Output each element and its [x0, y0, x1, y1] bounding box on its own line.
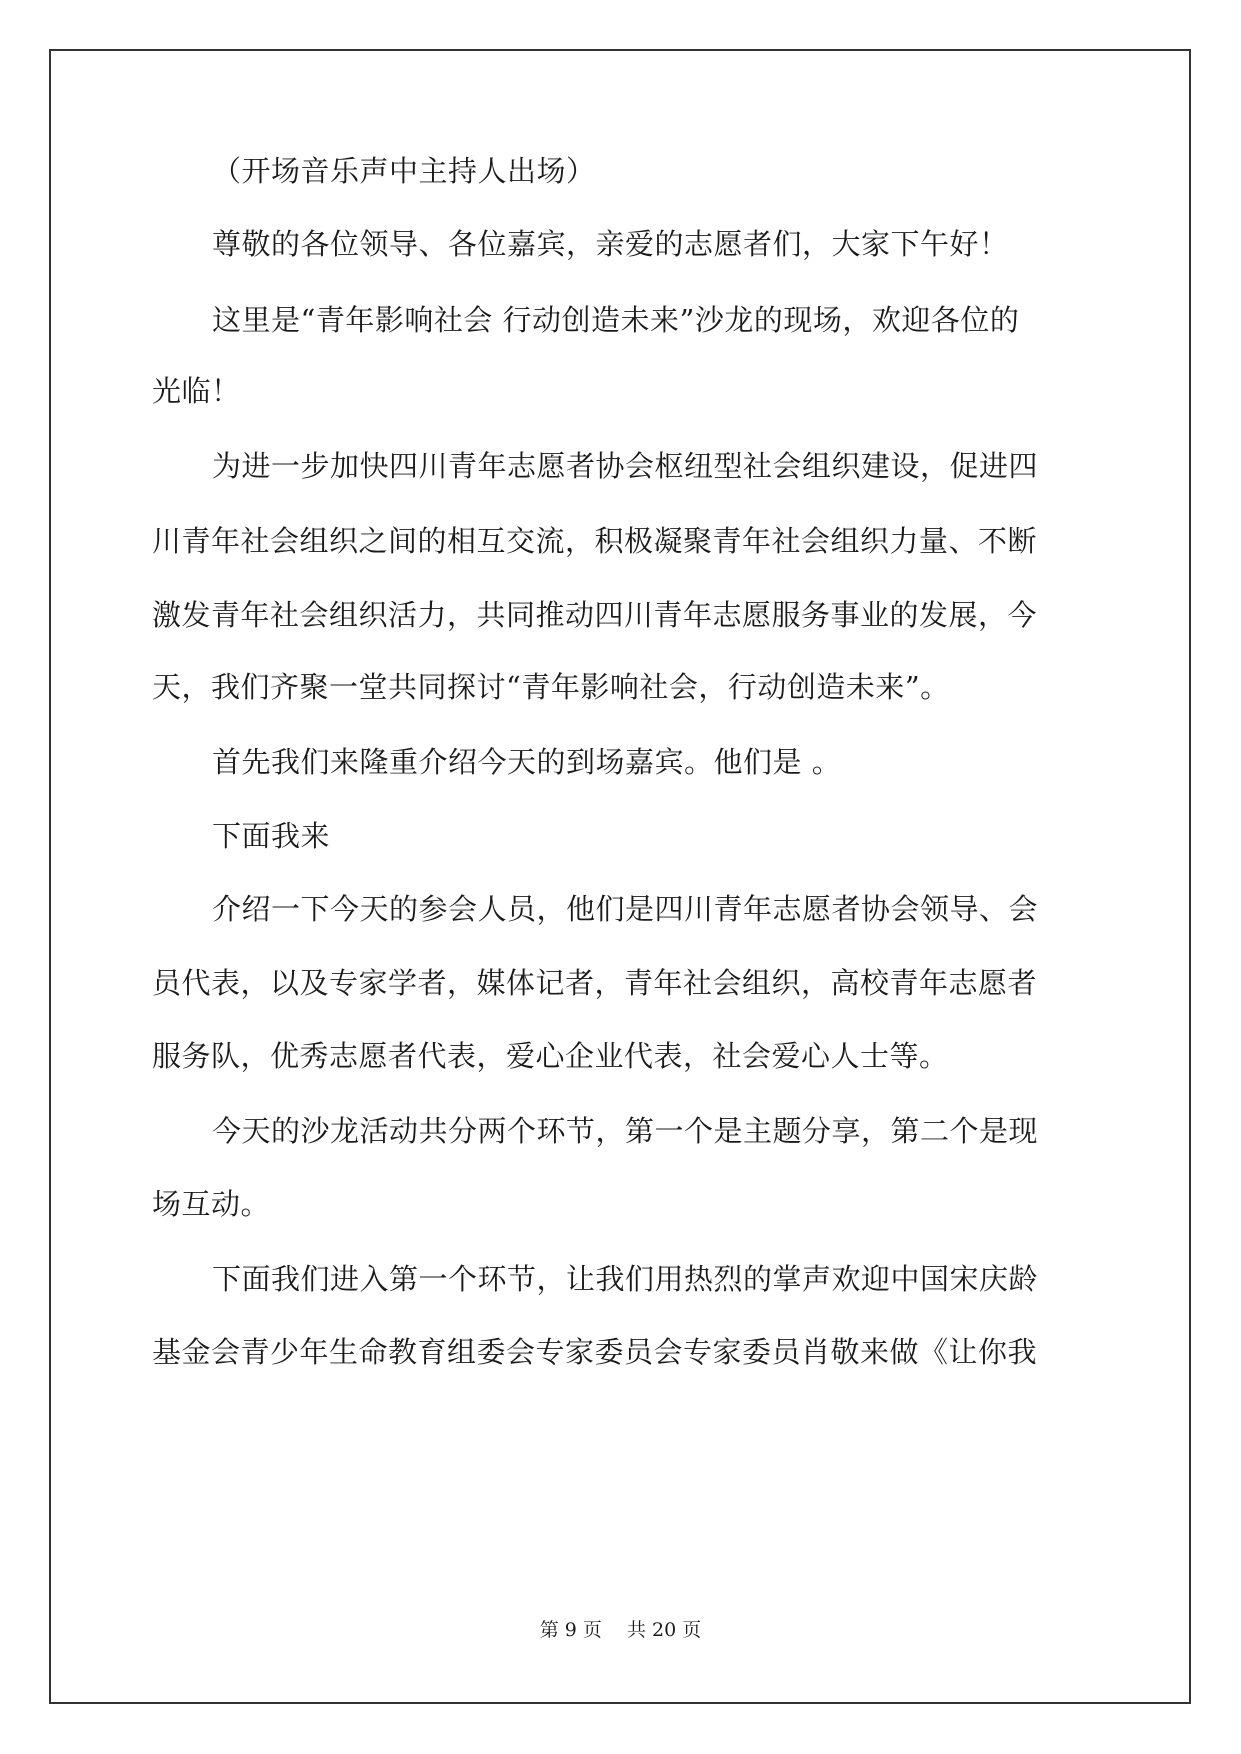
text-line: 天，我们齐聚一堂共同探讨“青年影响社会，行动创造未来”。: [152, 670, 950, 704]
text-line: 基金会青少年生命教育组委会专家委员会专家委员肖敬来做《让你我: [152, 1335, 1038, 1369]
text-line: 员代表，以及专家学者，媒体记者，青年社会组织，高校青年志愿者: [152, 966, 1038, 1000]
text-line: 介绍一下今天的参会人员，他们是四川青年志愿者协会领导、会: [212, 892, 1039, 926]
text-line: 首先我们来隆重介绍今天的到场嘉宾。他们是 。: [212, 745, 842, 779]
page-frame: [49, 49, 1191, 1704]
page-number-footer: 第 9 页 共 20 页: [539, 1619, 702, 1641]
text-line: 激发青年社会组织活力，共同推动四川青年志愿服务事业的发展，今: [152, 598, 1038, 632]
text-line: 服务队，优秀志愿者代表，爱心企业代表，社会爱心人士等。: [152, 1039, 949, 1073]
text-line: 场互动。: [152, 1187, 271, 1221]
text-line: 这里是“青年影响社会 行动创造未来”沙龙的现场，欢迎各位的: [212, 303, 1020, 337]
text-line: 川青年社会组织之间的相互交流，积极凝聚青年社会组织力量、不断: [152, 524, 1038, 558]
text-line: 为进一步加快四川青年志愿者协会枢纽型社会组织建设，促进四: [212, 449, 1039, 483]
text-line: 今天的沙龙活动共分两个环节，第一个是主题分享，第二个是现: [212, 1114, 1039, 1148]
text-line: 尊敬的各位领导、各位嘉宾，亲爱的志愿者们，大家下午好！: [212, 227, 1009, 261]
text-line: 下面我来: [212, 819, 331, 853]
text-line: 光临！: [152, 374, 241, 408]
text-line: 下面我们进入第一个环节，让我们用热烈的掌声欢迎中国宋庆龄: [212, 1262, 1039, 1296]
text-line: （开场音乐声中主持人出场）: [212, 154, 596, 188]
